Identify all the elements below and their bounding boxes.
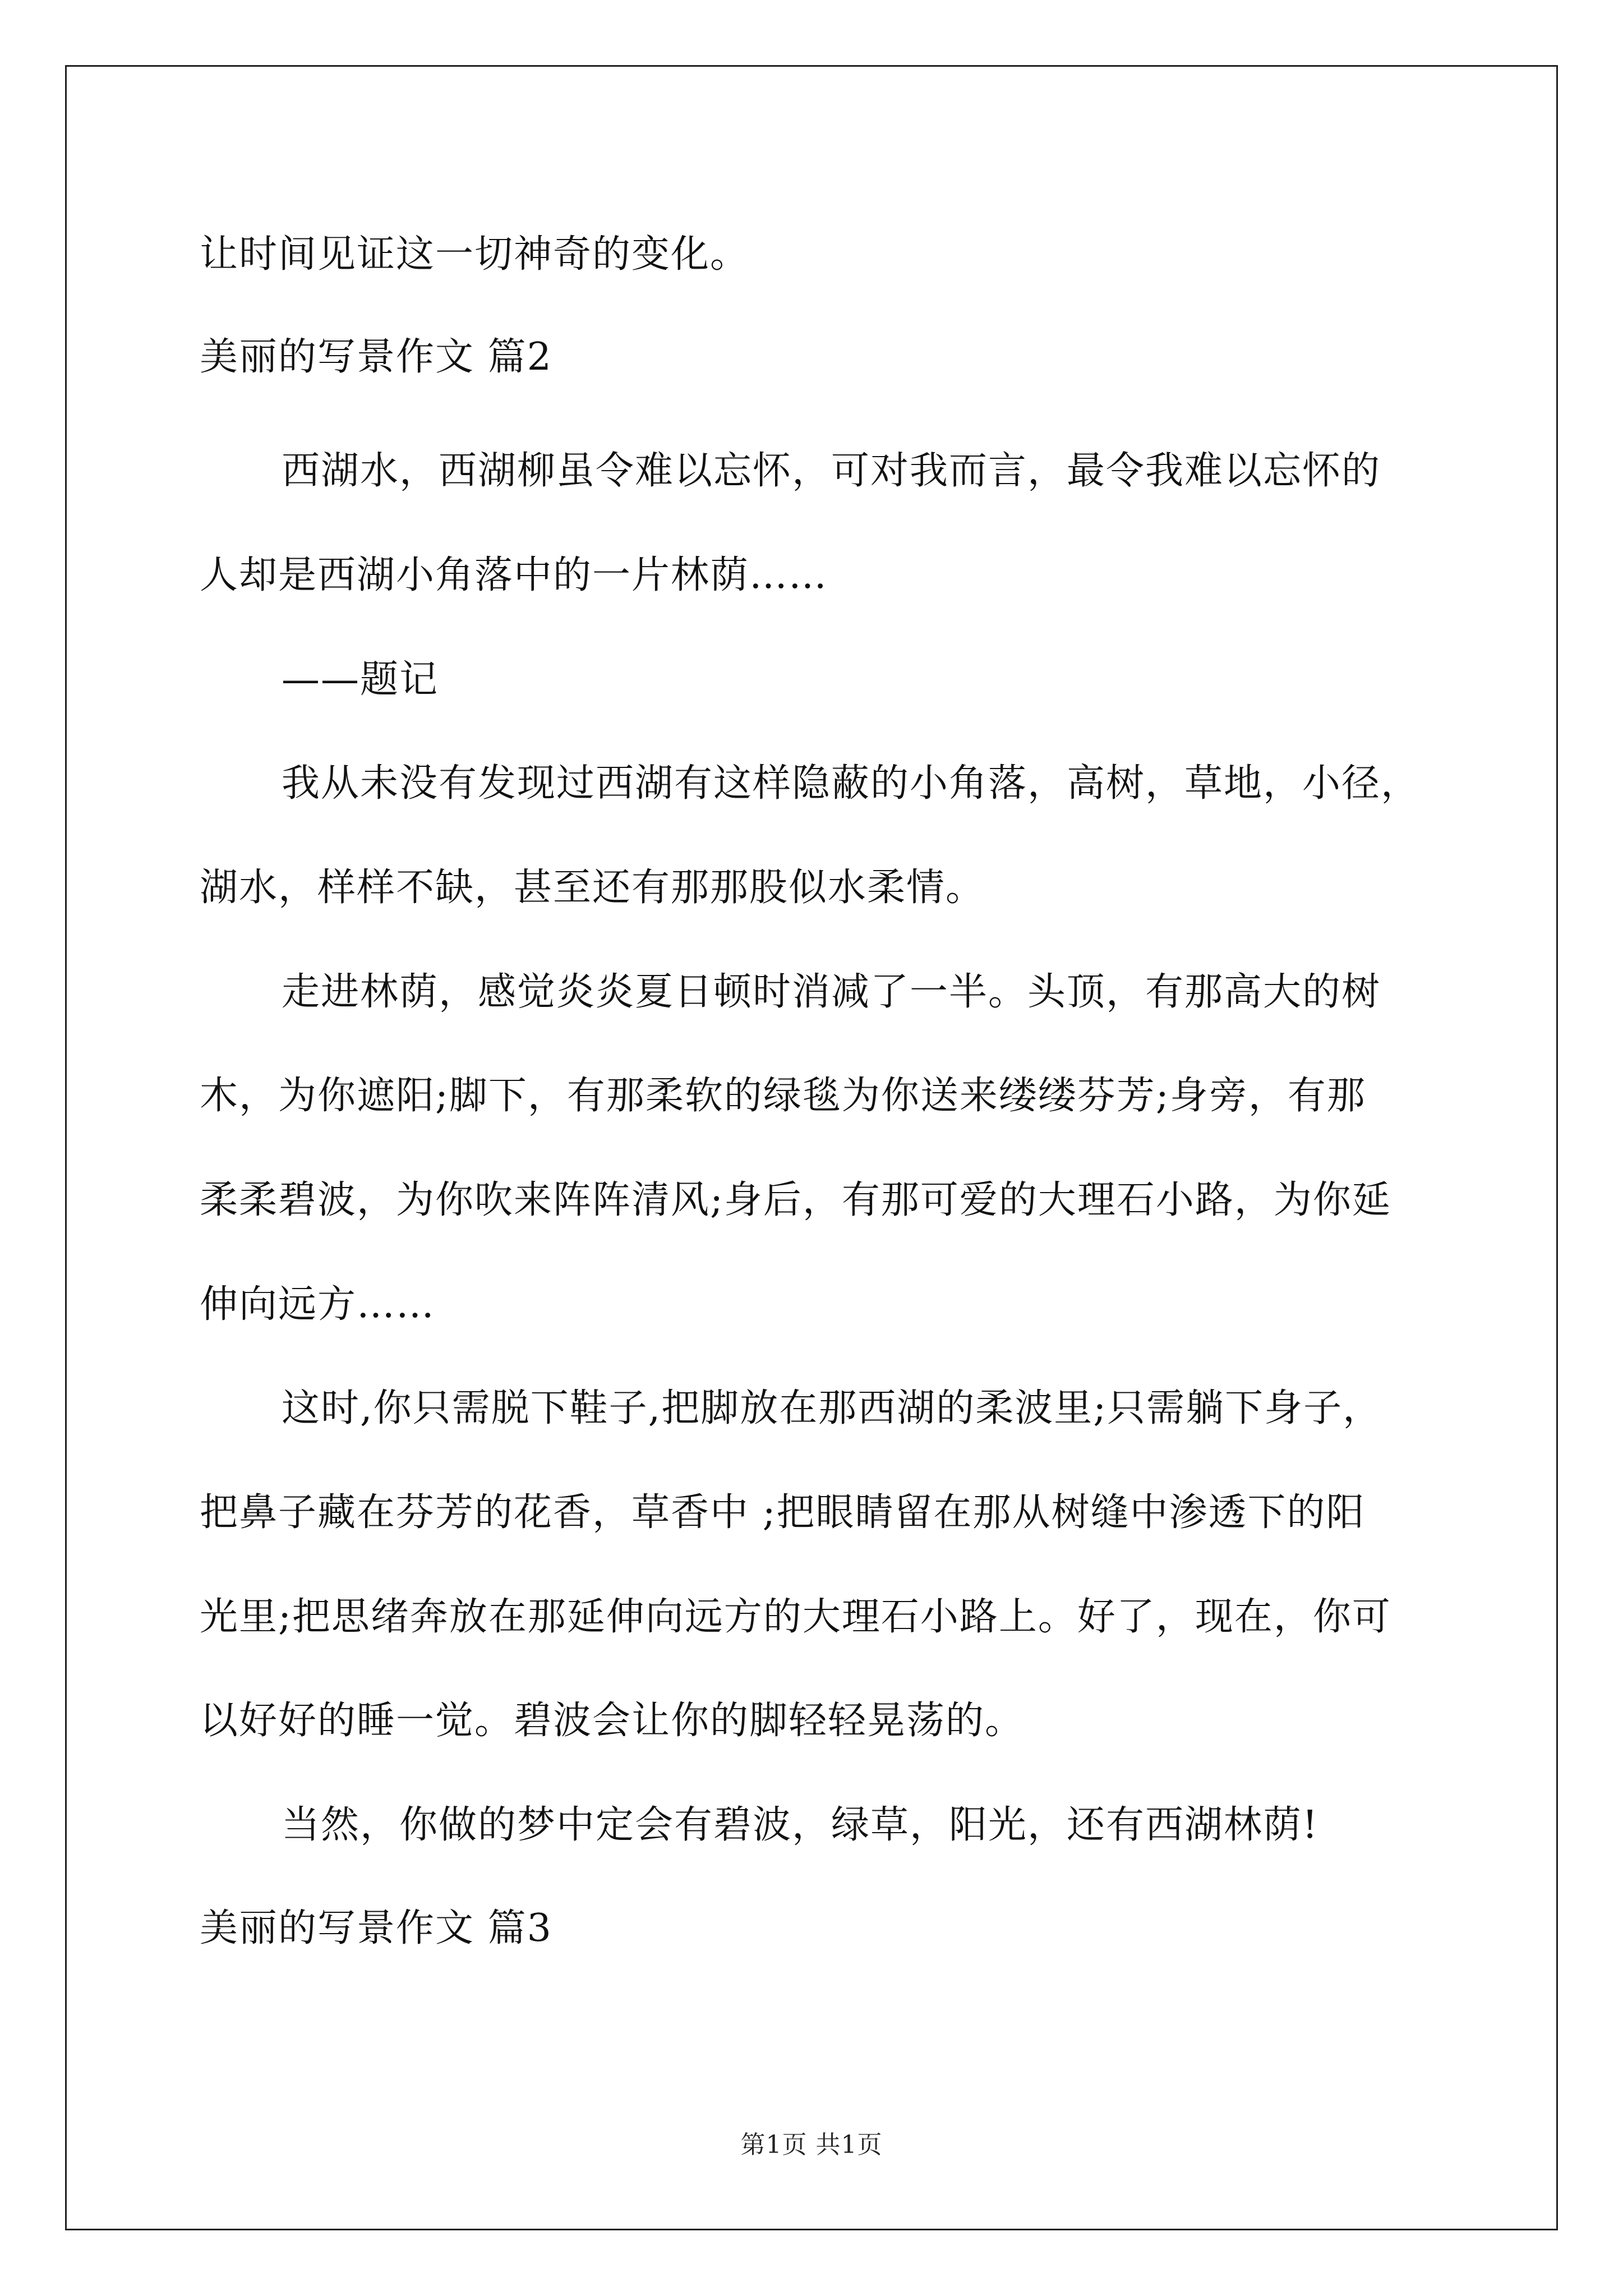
paragraph-line: 伸向远方…… <box>200 1282 436 1327</box>
paragraph-line: 木，为你遮阳;脚下，有那柔软的绿毯为你送来缕缕芬芳;身旁，有那 <box>200 1074 1366 1118</box>
paragraph-line: 走进林荫，感觉炎炎夏日顿时消减了一半。头顶，有那高大的树 <box>282 970 1381 1014</box>
paragraph-line: 这时,你只需脱下鞋子,把脚放在那西湖的柔波里;只需躺下身子， <box>282 1386 1382 1430</box>
paragraph-line: 柔柔碧波，为你吹来阵阵清风;身后，有那可爱的大理石小路，为你延 <box>200 1178 1391 1222</box>
paragraph-line: 我从未没有发现过西湖有这样隐蔽的小角落，高树，草地，小径， <box>282 761 1421 806</box>
epigraph-attribution: ——题记 <box>282 657 439 702</box>
paragraph-line: 湖水，样样不缺，甚至还有那那股似水柔情。 <box>200 866 985 910</box>
paragraph-line: 当然，你做的梦中定会有碧波，绿草，阳光，还有西湖林荫! <box>282 1803 1319 1847</box>
page-border <box>65 65 1558 2230</box>
paragraph-line: 把鼻子藏在芬芳的花香，草香中 ;把眼睛留在那从树缝中渗透下的阳 <box>200 1490 1366 1535</box>
paragraph-line: 以好好的睡一觉。碧波会让你的脚轻轻晃荡的。 <box>200 1699 1025 1743</box>
paragraph-line: 西湖水，西湖柳虽令难以忘怀，可对我而言，最令我难以忘怀的 <box>282 449 1381 493</box>
paragraph-line: 光里;把思绪奔放在那延伸向远方的大理石小路上。好了，现在，你可 <box>200 1595 1391 1639</box>
section-heading: 美丽的写景作文 篇3 <box>200 1906 552 1950</box>
paragraph-line: 人却是西湖小角落中的一片林荫…… <box>200 553 828 597</box>
page-footer: 第1页 共1页 <box>740 2131 883 2159</box>
section-heading: 美丽的写景作文 篇2 <box>200 335 552 379</box>
paragraph-line: 让时间见证这一切神奇的变化。 <box>200 232 750 277</box>
